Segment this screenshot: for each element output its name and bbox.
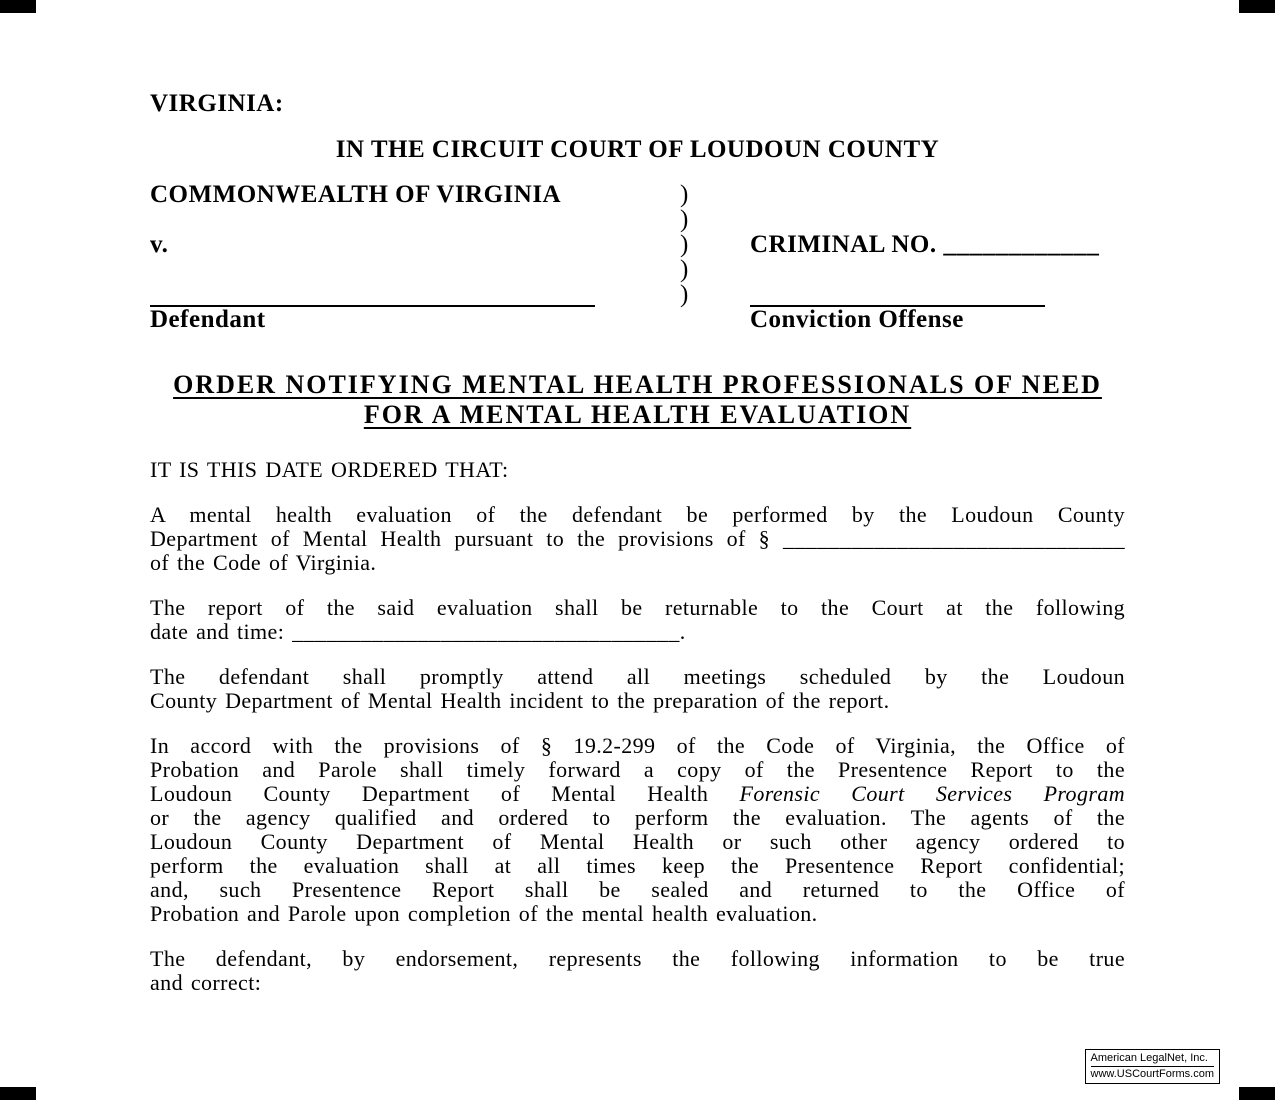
text-line: Department of Mental Health pursuant to the provisions of § ______________________________ xyxy=(150,526,1125,551)
case-caption xyxy=(150,182,1125,332)
criminal-no-blank: ____________ xyxy=(943,231,1100,258)
order-title-line: FOR A MENTAL HEALTH EVALUATION xyxy=(363,400,912,429)
paragraph-presentence-report xyxy=(150,734,1125,926)
caption-row xyxy=(150,182,1125,207)
caption-paren: ) xyxy=(680,256,689,283)
vendor-name: American LegalNet, Inc. xyxy=(1091,1051,1214,1067)
text-line: and, such Presentence Report shall be sealed and returned to the Office of xyxy=(150,877,1125,902)
text-line: Loudoun County Department of Mental Health or such other agency ordered to xyxy=(150,829,1125,854)
caption-paren: ) xyxy=(680,231,689,258)
caption-row xyxy=(150,282,1125,307)
paragraph-report-returnable xyxy=(150,596,1125,644)
text-segment: Loudoun County Department of Mental Health xyxy=(150,781,740,806)
text-line: perform the evaluation shall at all times keep the Presentence Report confidential; xyxy=(150,853,1125,878)
criminal-no-label: CRIMINAL NO. xyxy=(750,231,937,258)
versus-label: v. xyxy=(150,231,169,258)
caption-row xyxy=(150,307,1125,332)
caption-paren: ) xyxy=(680,206,689,233)
text-line: of the Code of Virginia. xyxy=(150,550,377,575)
state-heading: VIRGINIA: xyxy=(150,90,284,117)
text-line: or the agency qualified and ordered to perform the evaluation. The agents of the xyxy=(150,805,1125,830)
order-title-line: ORDER NOTIFYING MENTAL HEALTH PROFESSIONALS OF NEED xyxy=(173,370,1102,399)
order-intro: IT IS THIS DATE ORDERED THAT: xyxy=(150,457,509,482)
text-line: The defendant, by endorsement, represents the following information to be true xyxy=(150,946,1125,971)
text-line xyxy=(150,782,1125,806)
caption-row xyxy=(150,232,1125,257)
vendor-stamp xyxy=(1085,1049,1220,1084)
text-line: County Department of Mental Health incident to the preparation of the report. xyxy=(150,688,890,713)
order-title xyxy=(150,370,1125,430)
defendant-label: Defendant xyxy=(150,306,266,333)
paragraph-endorsement xyxy=(150,947,1125,995)
vendor-url: www.USCourtForms.com xyxy=(1090,1068,1214,1080)
text-line: Probation and Parole upon completion of the mental health evaluation. xyxy=(150,901,818,926)
defendant-name-line xyxy=(150,282,595,307)
text-line: The defendant shall promptly attend all meetings scheduled by the Loudoun xyxy=(150,664,1125,689)
conviction-offense-label: Conviction Offense xyxy=(750,306,964,333)
italic-program-name: Forensic Court Services Program xyxy=(739,781,1126,806)
text-line: and correct: xyxy=(150,970,262,995)
text-line: date and time: __________________________________. xyxy=(150,619,686,644)
text-line: The report of the said evaluation shall be returnable to the Court at the following xyxy=(150,595,1125,620)
caption-row xyxy=(150,257,1125,282)
text-line: Probation and Parole shall timely forward a copy of the Presentence Report to the xyxy=(150,757,1125,782)
paragraph-evaluation-order xyxy=(150,503,1125,575)
caption-paren: ) xyxy=(680,181,689,208)
caption-row xyxy=(150,207,1125,232)
court-heading: IN THE CIRCUIT COURT OF LOUDOUN COUNTY xyxy=(335,136,940,163)
plaintiff-name: COMMONWEALTH OF VIRGINIA xyxy=(150,181,562,208)
text-line: A mental health evaluation of the defendant be performed by the Loudoun County xyxy=(150,502,1125,527)
conviction-offense-line xyxy=(750,282,1045,307)
text-line: In accord with the provisions of § 19.2-299 of the Code of Virginia, the Office of xyxy=(150,733,1125,758)
paragraph-attend-meetings xyxy=(150,665,1125,713)
caption-paren: ) xyxy=(680,281,689,308)
